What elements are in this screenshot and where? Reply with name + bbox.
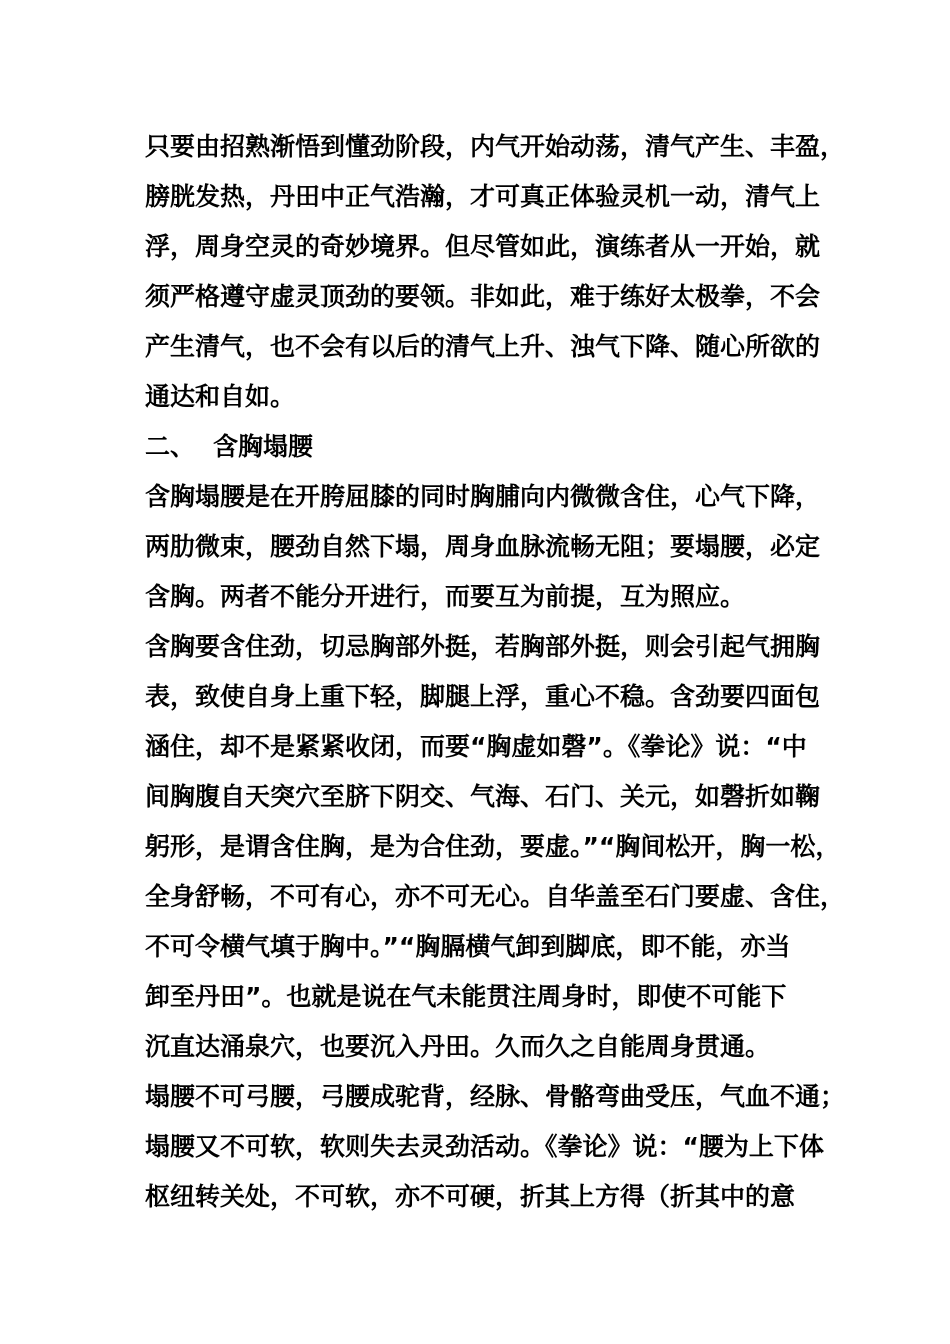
text-line: 全身舒畅，不可有心，亦不可无心。自华盖至石门要虚、含住， xyxy=(145,882,846,911)
text-line: 含胸。两者不能分开进行，而要互为前提，互为照应。 xyxy=(145,582,746,611)
text-line: 须严格遵守虚灵顶劲的要领。非如此，难于练好太极拳，不会 xyxy=(145,282,821,311)
text-line: 塌腰不可弓腰，弓腰成驼背，经脉、骨骼弯曲受压，气血不通； xyxy=(145,1082,846,1111)
text-line: 不可令横气填于胸中。”“胸膈横气卸到脚底，即不能，亦当 xyxy=(145,932,791,961)
text-line: 通达和自如。 xyxy=(145,382,296,411)
text-line: 两肋微束，腰劲自然下塌，周身血脉流畅无阻；要塌腰，必定 xyxy=(145,532,821,561)
text-line: 含胸塌腰是在开胯屈膝的同时胸脯向内微微含住，心气下降， xyxy=(145,482,821,511)
body-text xyxy=(145,122,846,1222)
text-line: 膀胱发热，丹田中正气浩瀚，才可真正体验灵机一动，清气上 xyxy=(145,182,821,211)
text-line: 表，致使自身上重下轻，脚腿上浮，重心不稳。含劲要四面包 xyxy=(145,682,821,711)
text-line: 躬形，是谓含住胸，是为合住劲，要虚。”“胸间松开，胸一松， xyxy=(145,832,841,861)
text-line: 间胸腹自天突穴至脐下阴交、气海、石门、关元，如磬折如鞠 xyxy=(145,782,821,811)
text-line: 产生清气，也不会有以后的清气上升、浊气下降、随心所欲的 xyxy=(145,332,821,361)
text-line: 只要由招熟渐悟到懂劲阶段，内气开始动荡，清气产生、丰盈， xyxy=(145,132,846,161)
text-line: 塌腰又不可软，软则失去灵劲活动。《拳论》说：“腰为上下体 xyxy=(145,1132,824,1161)
section-title: 含胸塌腰 xyxy=(213,432,314,461)
text-line: 卸至丹田”。也就是说在气未能贯注周身时，即使不可能下 xyxy=(145,982,787,1011)
section-heading xyxy=(145,422,835,472)
text-line: 浮，周身空灵的奇妙境界。但尽管如此，演练者从一开始，就 xyxy=(145,232,821,261)
section-number: 二、 xyxy=(145,432,196,461)
text-line: 沉直达涌泉穴，也要沉入丹田。久而久之自能周身贯通。 xyxy=(145,1032,771,1061)
text-line: 枢纽转关处，不可软，亦不可硬，折其上方得（折其中的意 xyxy=(145,1182,796,1211)
text-line: 含胸要含住劲，切忌胸部外挺，若胸部外挺，则会引起气拥胸 xyxy=(145,632,821,661)
text-line: 涵住，却不是紧紧收闭，而要“胸虚如磬”。《拳论》说：“中 xyxy=(145,732,807,761)
